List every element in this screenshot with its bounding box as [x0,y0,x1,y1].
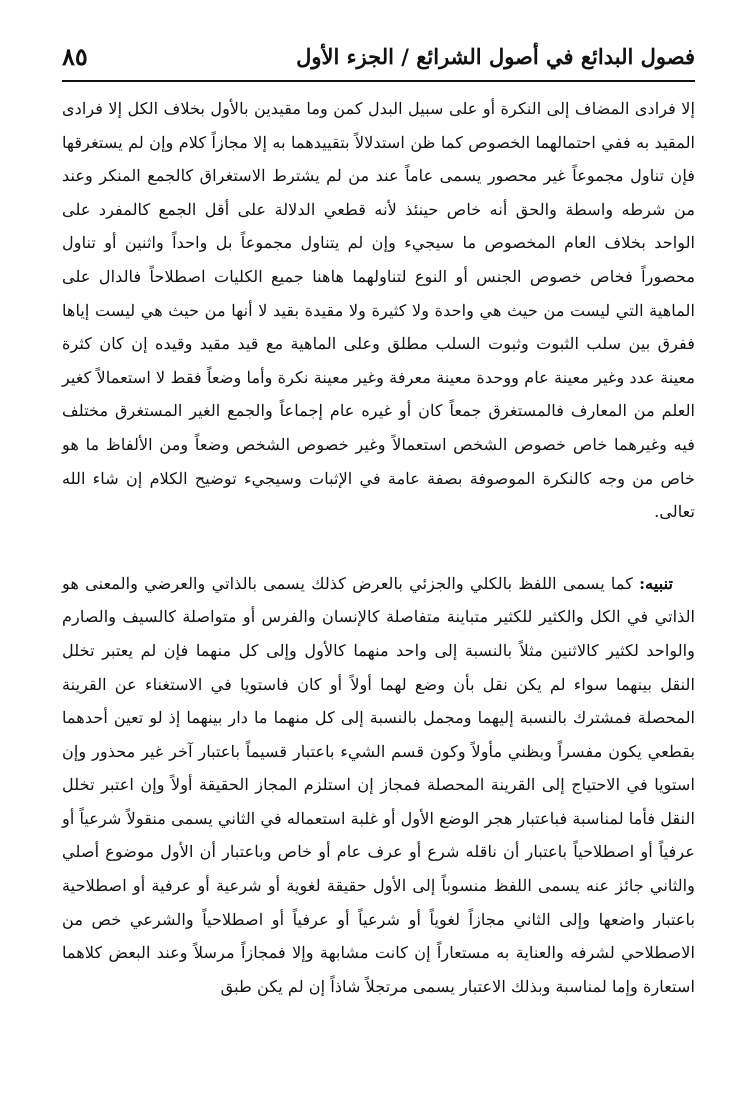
book-title: فصول البدائع في أصول الشرائع / الجزء الأول [296,43,695,69]
header-divider [62,80,695,82]
paragraph-2-text: كما يسمى اللفظ بالكلي والجزئي بالعرض كذلك يسمى بالذاتي والعرضي والمعنى هو الذاتي في الكل والكثير للكثير متباينة متفاصلة كالإنسان والفرس أو متواصلة كالسيف والصارم والواحد لكثير كالاثنين مثلاً بالنسبة إلى واحد منهما كالأول وإلى كل منهما فإن لم يعتبر تخلل النقل بينهما سواء لم يكن نقل بأن وضع لهما أولاً أو كان فاستويا في الاستغناء عن القرينة المحصلة فمشترك بالنسبة إليهما ومجمل بالنسبة إلى كل منهما ما دار بينهما إذ لو تعين أحدهما بقطعي يكون مفسراً وبظني مأولاً وكون قسم الشيء باعتبار قسيماً باعتبار آخر غير محذور وإن استويا في الاحتياج إلى القرينة المحصلة فمجاز إن استلزم المجاز الحقيقة أولاً وإن اعتبر تخلل النقل فأما لمناسبة فباعتبار هجر الوضع الأول أو غلبة استعماله في الثاني يسمى منقولاً شرعياً أو عرفياً أو اصطلاحياً باعتبار أن ناقله شرع أو عرف عام أو خاص وباعتبار أن الأول موضوع أصلي والثاني جائز عنه يسمى اللفظ منسوباً إلى الأول حقيقة لغوية أو شرعية أو عرفية أو اصطلاحية باعتبار واضعها وإلى الثاني مجازاً لغوياً أو شرعياً أو عرفياً أو اصطلاحياً والشرعي خص من الاصطلاحي لشرفه والعناية به مستعاراً إن كانت مشابهة وإلا فمجازاً مرسلاً وعند البعض كلاهما استعارة وإما لمناسبة وبذلك الاعتبار يسمى مرتجلاً شاذاً إن لم يكن طبق [62,573,695,996]
paragraph-2 [62,567,695,1004]
body-text [62,92,695,1003]
page-number: ٨٥ [62,41,88,71]
paragraph-1: إلا فرادى المضاف إلى النكرة أو على سبيل البدل كمن وما مقيدين بالأول بخلاف الكل إلا فرادى المقيد به ففي احتمالهما الخصوص كما ظن استدلالاً بتقييدهما به إلا مجازاً كلام وإن لم يستغرقها فإن تناول مجموعاً غير محصور يسمى عاماً عند من لم يشترط الاستغراق كالجمع المنكر وعند من شرطه واسطة والحق أنه خاص حينئذ لأنه قطعي الدلالة على أقل الجمع كالمفرد على الواحد بخلاف العام المخصوص ما سيجيء وإن لم يتناول مجموعاً بل واحداً واثنين أو تناول محصوراً فخاص خصوص الجنس أو النوع لتناولهما هاهنا جميع الكليات اصطلاحاً فالدال على الماهية التي ليست من حيث هي واحدة ولا كثيرة ولا مقيدة بقيد لا أنها من حيث هي ليست إياها ففرق بين سلب الثبوت وثبوت السلب مطلق وعلى الماهية مع قيد مقيد وقيده إن كان كثرة معينة عدد وغير معينة عام ووحدة معينة معرفة وغير معينة نكرة وأما وضعاً فقط لا استعمالاً كغير العلم من المعارف فالمستغرق جمعاً كان أو غيره عام إجماعاً والجمع الغير المستغرق مختلف فيه وغيرهما خاص خصوص الشخص استعمالاً وغير خصوص الشخص وضعاً ومن الألفاظ ما هو خاص من وجه كالنكرة الموصوفة بصفة عامة في الإثبات وسيجيء توضيح الكلام إن شاء الله تعالى. [62,99,695,522]
running-header [62,34,695,78]
note-heading: تنبيه: [639,573,673,593]
